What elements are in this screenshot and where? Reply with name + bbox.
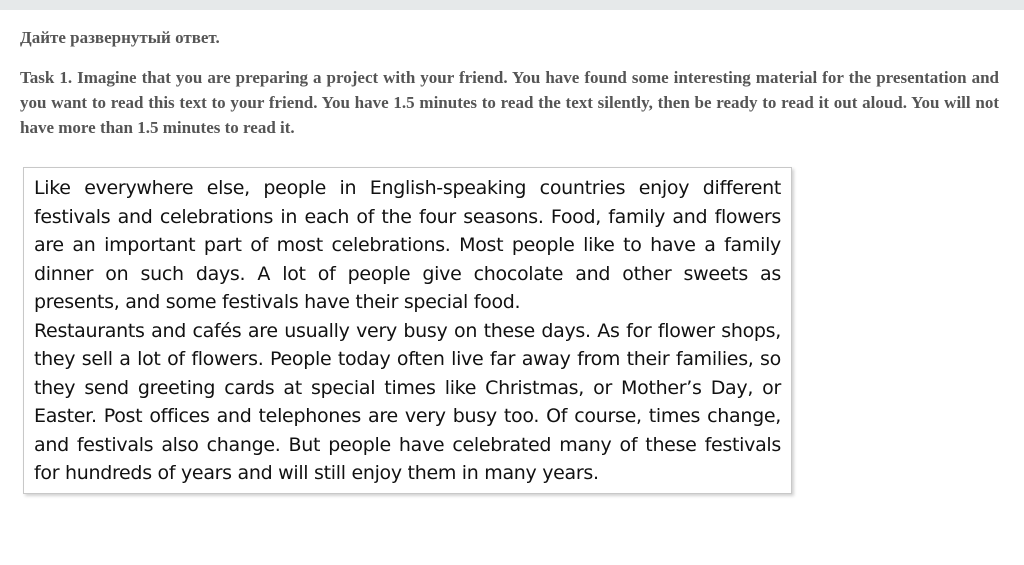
instruction-heading: Дайте развернутый ответ. <box>20 28 220 47</box>
reading-text-box <box>23 167 792 494</box>
reading-paragraph-2: Restaurants and cafés are usually very busy on these days. As for flower shops, they sell a lot of flowers. People today often live far away from their families, so they send greeting cards at special times like Christmas, or Mother’s Day, or Easter. Post offices and telephones are very busy too. Of course, times change, and festivals also change. But people have celebrated many of these festivals for hundreds of years and will still enjoy them in many years. <box>34 319 781 484</box>
reading-paragraph-1: Like everywhere else, people in English-speaking countries enjoy different festivals and celebrations in each of the four seasons. Food, family and flowers are an important part of most celebrations. Most people like to have a family dinner on such days. A lot of people give chocolate and other sweets as presents, and some festivals have their special food. <box>34 177 781 313</box>
page <box>0 10 1024 565</box>
top-strip <box>0 0 1024 10</box>
task-description: Task 1. Imagine that you are preparing a project with your friend. You have found some interesting material for the presentation and you want to read this text to your friend. You have 1.5 minutes to read the text silently, then be ready to read it out aloud. You will not have more than 1.5 minutes to read it. <box>20 68 999 137</box>
